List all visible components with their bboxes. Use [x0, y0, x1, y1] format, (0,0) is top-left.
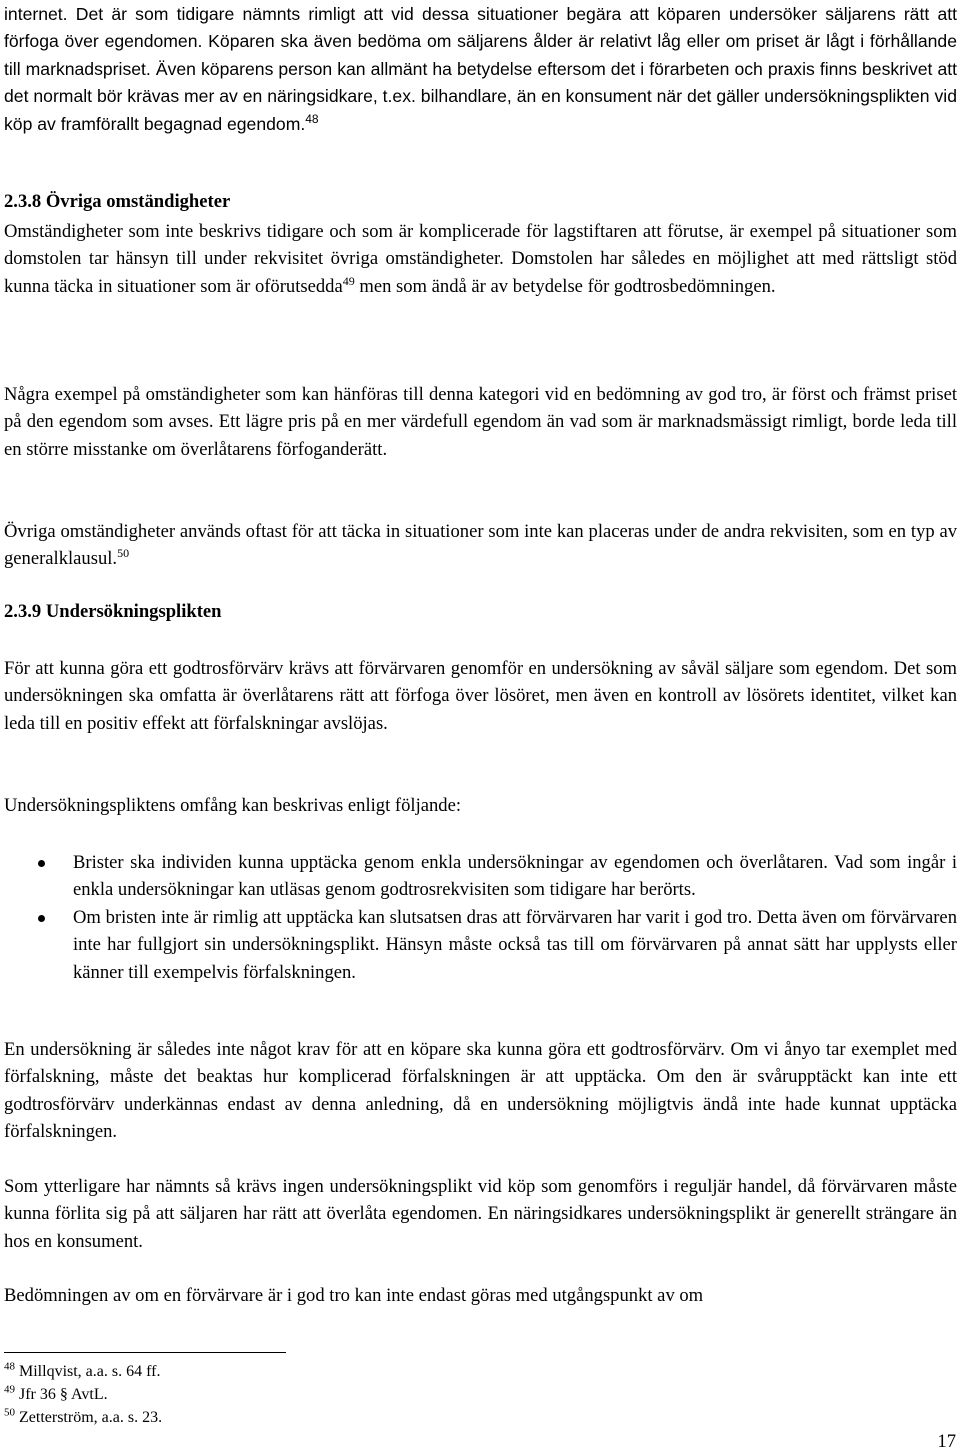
page-number: 17: [937, 1431, 956, 1452]
footnote-number: 49: [4, 1383, 15, 1396]
paragraph-undersokning-2: Undersökningspliktens omfång kan beskrivas enligt följande:: [4, 795, 462, 816]
paragraph-ovriga-3-text: Övriga omständigheter används oftast för att täcka in situationer som inte kan placeras under de andra rekvisiten, som en typ av generalklausul.: [4, 521, 957, 570]
paragraph-undersokning-1: För att kunna göra ett godtrosförvärv krävs att förvärvaren genomför en undersökning av såväl säljare som egendom. Det som undersökningen ska omfatta är överlåtarens rätt att förfoga över lösöret, men även en kontroll av lösörets identitet, vilket kan leda till en positiv effekt att förfalskningar avslöjas.: [4, 658, 957, 734]
section-heading-2-3-8: 2.3.8 Övriga omständigheter: [4, 191, 231, 212]
footnote-49: [4, 1385, 108, 1405]
bullet-dot-icon: [38, 915, 45, 922]
paragraph-undersokning-4: Som ytterligare har nämnts så krävs ingen undersökningsplikt vid köp som genomförs i reguljär handel, då förvärvaren måste kunna förlita sig på att säljaren har rätt att överlåta egendomen. En näringsidkares undersökningsplikt är generellt strängare än hos en konsument.: [4, 1176, 957, 1252]
bullet-item-text: Om bristen inte är rimlig att upptäcka kan slutsatsen dras att förvärvaren har varit i god tro. Detta även om förvärvaren inte har fullgjort sin undersökningsplikt. Hänsyn måste också tas till om förvärvaren på annat sätt har upplysts eller känner till exempelvis förfalskningen.: [73, 906, 957, 983]
footnote-ref-49: 49: [342, 273, 355, 288]
footnote-divider: [4, 1352, 286, 1353]
bullet-item: [0, 904, 957, 986]
footnote-ref-50: 50: [117, 546, 130, 561]
section-heading-2-3-9: 2.3.9 Undersökningsplikten: [4, 601, 222, 622]
bullet-item-text: Brister ska individen kunna upptäcka genom enkla undersökningar av egendomen och överlåtaren. Vad som ingår i enkla undersökningar kan utläsas genom godtrosrekvisiten som tidigare har berörts.: [73, 852, 957, 901]
footnote-number: 48: [4, 1360, 15, 1373]
footnote-48: [4, 1362, 160, 1382]
footnote-text: Millqvist, a.a. s. 64 ff.: [19, 1363, 161, 1380]
paragraph-ovriga-1-text-b: men som ändå är av betydelse för godtrosbedömningen.: [354, 275, 776, 297]
intro-paragraph: [4, 1, 957, 138]
bullet-list: [0, 849, 957, 986]
paragraph-ovriga-3: [4, 518, 957, 573]
paragraph-ovriga-1-text-a: Omständigheter som inte beskrivs tidigare och som är komplicerade för lagstiftaren att förutse, är exempel på situationer som domstolen tar hänsyn till under rekvisitet övriga omständigheter. Domstolen har således en möjlighet att med rättsligt stöd kunna täcka in situationer som är oförutsedda: [4, 221, 957, 297]
paragraph-ovriga-1: [4, 218, 957, 300]
footnote-text: Zetterström, a.a. s. 23.: [19, 1409, 163, 1426]
bullet-item: [0, 849, 957, 904]
paragraph-undersokning-3: En undersökning är således inte något krav för att en köpare ska kunna göra ett godtrosförvärv. Om vi ånyo tar exemplet med förfalskning, måste det beaktas hur komplicerad förfalskningen är att upptäcka. Om den är svårupptäckt kan inte ett godtrosförvärv underkännas endast av denna anledning, då en undersökning möjligtvis ändå inte hade kunnat upptäcka förfalskningen.: [4, 1039, 957, 1143]
intro-text-part-1: internet. Det är som tidigare nämnts rimligt att vid dessa situationer begära att köparen undersöker säljarens rätt att förfoga över egendomen. Köparen ska även bedöma om säljarens ålder är relativt låg eller om priset är lågt i förhållande till marknadspriset.: [4, 4, 957, 79]
paragraph-ovriga-2: Några exempel på omständigheter som kan hänföras till denna kategori vid en bedömning av god tro, är först och främst priset på den egendom som avses. Ett lägre pris på en mer värdefull egendom än vad som är marknadsmässigt rimligt, borde leda till en större misstanke om överlåtarens förfoganderätt.: [4, 384, 957, 460]
paragraph-undersokning-5: Bedömningen av om en förvärvare är i god tro kan inte endast göras med utgångspunkt av om: [4, 1285, 704, 1306]
intro-text-part-2: Även köparens person kan allmänt ha betydelse eftersom det i förarbeten och praxis finns beskrivet att det normalt bör krävas mer av en näringsidkare, t.ex. bilhandlare, än en konsument när det gäller undersökningsplikten vid köp av framförallt begagnad egendom.: [4, 58, 958, 134]
footnote-ref-48: 48: [305, 111, 319, 126]
footnote-number: 50: [4, 1406, 15, 1419]
footnote-text: Jfr 36 § AvtL.: [19, 1386, 108, 1403]
bullet-dot-icon: [38, 860, 45, 867]
footnote-50: [4, 1408, 162, 1428]
